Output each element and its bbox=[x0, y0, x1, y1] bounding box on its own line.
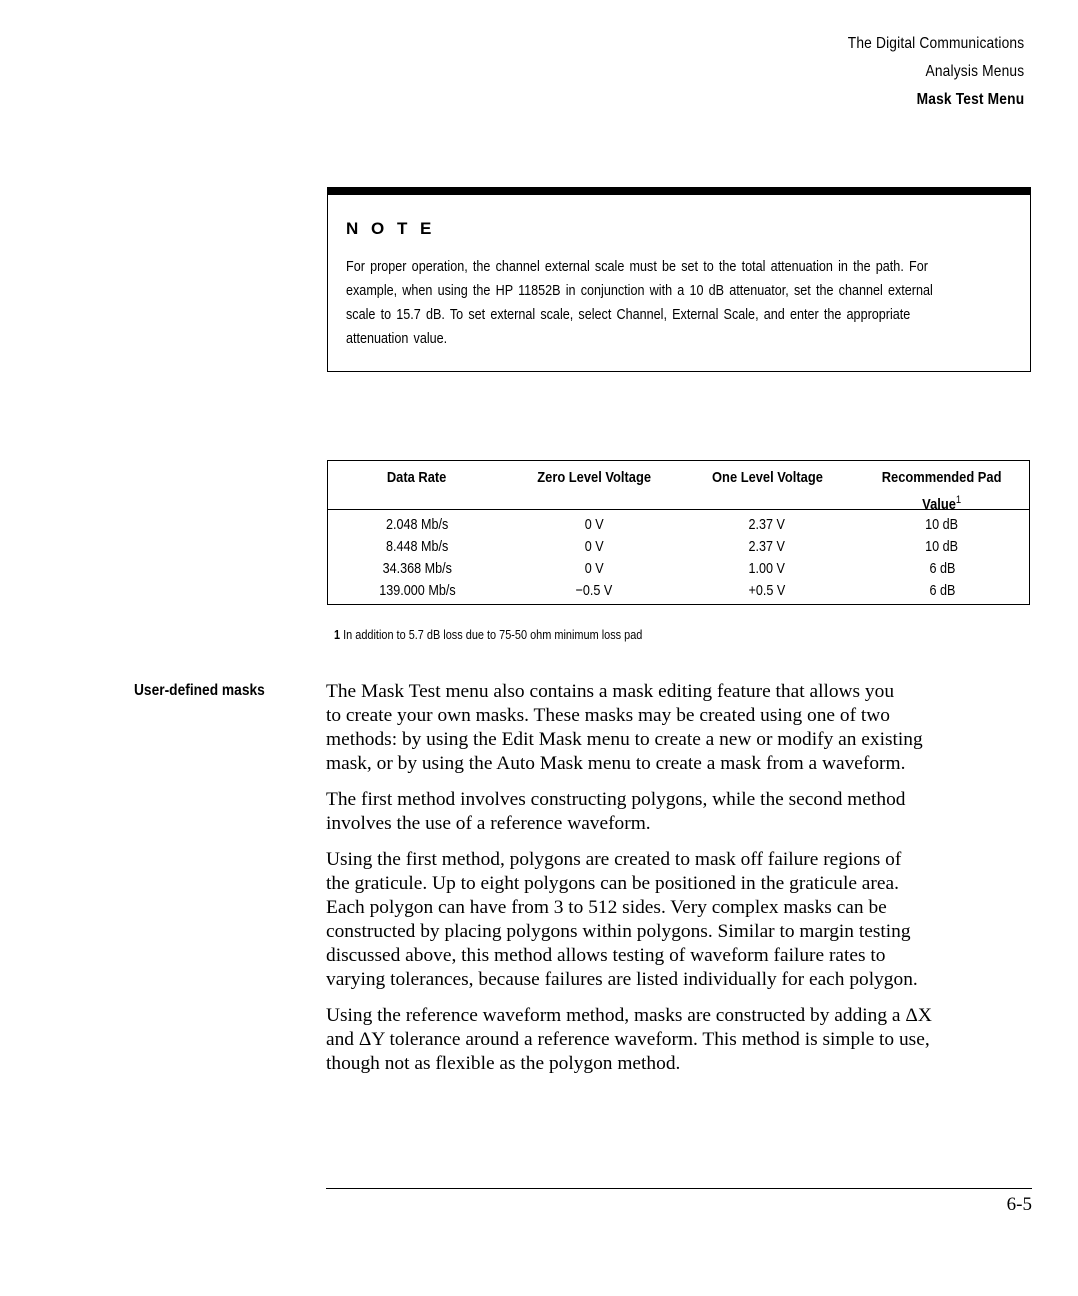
cell-zero-level: 0 V bbox=[584, 538, 604, 555]
cell-one-level: 2.37 V bbox=[748, 516, 786, 533]
header-recommended-pad-value: Recommended Pad Value$^1$ bbox=[882, 469, 1002, 513]
cell-one-level: 1.00 V bbox=[748, 560, 786, 577]
footnote-ref: 1 bbox=[956, 494, 962, 506]
note-title: N O T E bbox=[346, 219, 436, 238]
table-footnote bbox=[334, 627, 642, 642]
note-line: scale to 15.7 dB. To set external scale, select Channel, External Scale, and enter the appropriate bbox=[346, 306, 911, 323]
table-row bbox=[328, 580, 1029, 602]
paragraph: Using the reference waveform method, masks are constructed by adding a ΔX and ΔY tolerance around a reference waveform. This method is simple to use, though not as flexible as the polygon method. bbox=[326, 1005, 932, 1074]
cell-zero-level: 0 V bbox=[584, 516, 604, 533]
footnote-text: In addition to 5.7 dB loss due to 75-50 ohm minimum loss pad bbox=[343, 627, 643, 642]
pad-value-table bbox=[327, 460, 1030, 605]
header-line-1: The Digital Communications bbox=[847, 35, 1024, 52]
cell-zero-level: 0 V bbox=[584, 560, 604, 577]
cell-data-rate: 139.000 Mb/s bbox=[378, 582, 456, 599]
cell-pad-value: 10 dB bbox=[925, 538, 959, 555]
header-rule bbox=[328, 509, 1029, 510]
header-data-rate: Data Rate bbox=[387, 469, 447, 486]
cell-pad-value: 6 dB bbox=[929, 582, 955, 599]
note-body bbox=[346, 255, 1018, 351]
header-one-level-voltage: One Level Voltage bbox=[711, 469, 823, 486]
cell-data-rate: 2.048 Mb/s bbox=[385, 516, 449, 533]
body-text bbox=[326, 680, 1046, 1088]
note-line: For proper operation, the channel external scale must be set to the total attenuation in the path. For bbox=[346, 258, 928, 275]
page-number: 6-5 bbox=[1006, 1194, 1032, 1215]
table-row bbox=[328, 558, 1029, 580]
note-line: example, when using the HP 11852B in conjunction with a 10 dB attenuator, set the channel external bbox=[346, 282, 933, 299]
footer-rule bbox=[326, 1188, 1032, 1189]
header-zero-level-voltage: Zero Level Voltage bbox=[537, 469, 651, 486]
running-header bbox=[819, 30, 1024, 114]
table-row bbox=[328, 514, 1029, 536]
cell-zero-level: −0.5 V bbox=[575, 582, 613, 599]
paragraph: The Mask Test menu also contains a mask editing feature that allows you to create your own masks. These masks may be created using one of two methods: by using the Edit Mask menu to create a new or modify an existing mask, or by using the Auto Mask menu to create a mask from a waveform. bbox=[326, 681, 923, 774]
cell-data-rate: 8.448 Mb/s bbox=[385, 538, 449, 555]
header-section-title: Mask Test Menu bbox=[916, 91, 1024, 108]
paragraph: Using the first method, polygons are created to mask off failure regions of the graticule. Up to eight polygons can be positioned in the graticule area. Each polygon can have from 3 to 512 sides. Very complex masks can be constructed by placing polygons within polygons. Similar to margin testing discussed above, this method allows testing of waveform failure rates to varying tolerances, because failures are listed individually for each polygon. bbox=[326, 849, 918, 990]
cell-pad-value: 6 dB bbox=[929, 560, 955, 577]
note-box bbox=[327, 187, 1031, 372]
cell-one-level: 2.37 V bbox=[748, 538, 786, 555]
paragraph: The first method involves constructing polygons, while the second method involves the use of a reference waveform. bbox=[326, 789, 906, 834]
table-row bbox=[328, 536, 1029, 558]
cell-data-rate: 34.368 Mb/s bbox=[382, 560, 452, 577]
header-line-2: Analysis Menus bbox=[925, 63, 1024, 80]
note-line: attenuation value. bbox=[346, 330, 448, 347]
cell-one-level: +0.5 V bbox=[748, 582, 786, 599]
cell-pad-value: 10 dB bbox=[925, 516, 959, 533]
side-heading: User-defined masks bbox=[134, 682, 265, 699]
footnote-marker: 1 bbox=[334, 627, 341, 642]
